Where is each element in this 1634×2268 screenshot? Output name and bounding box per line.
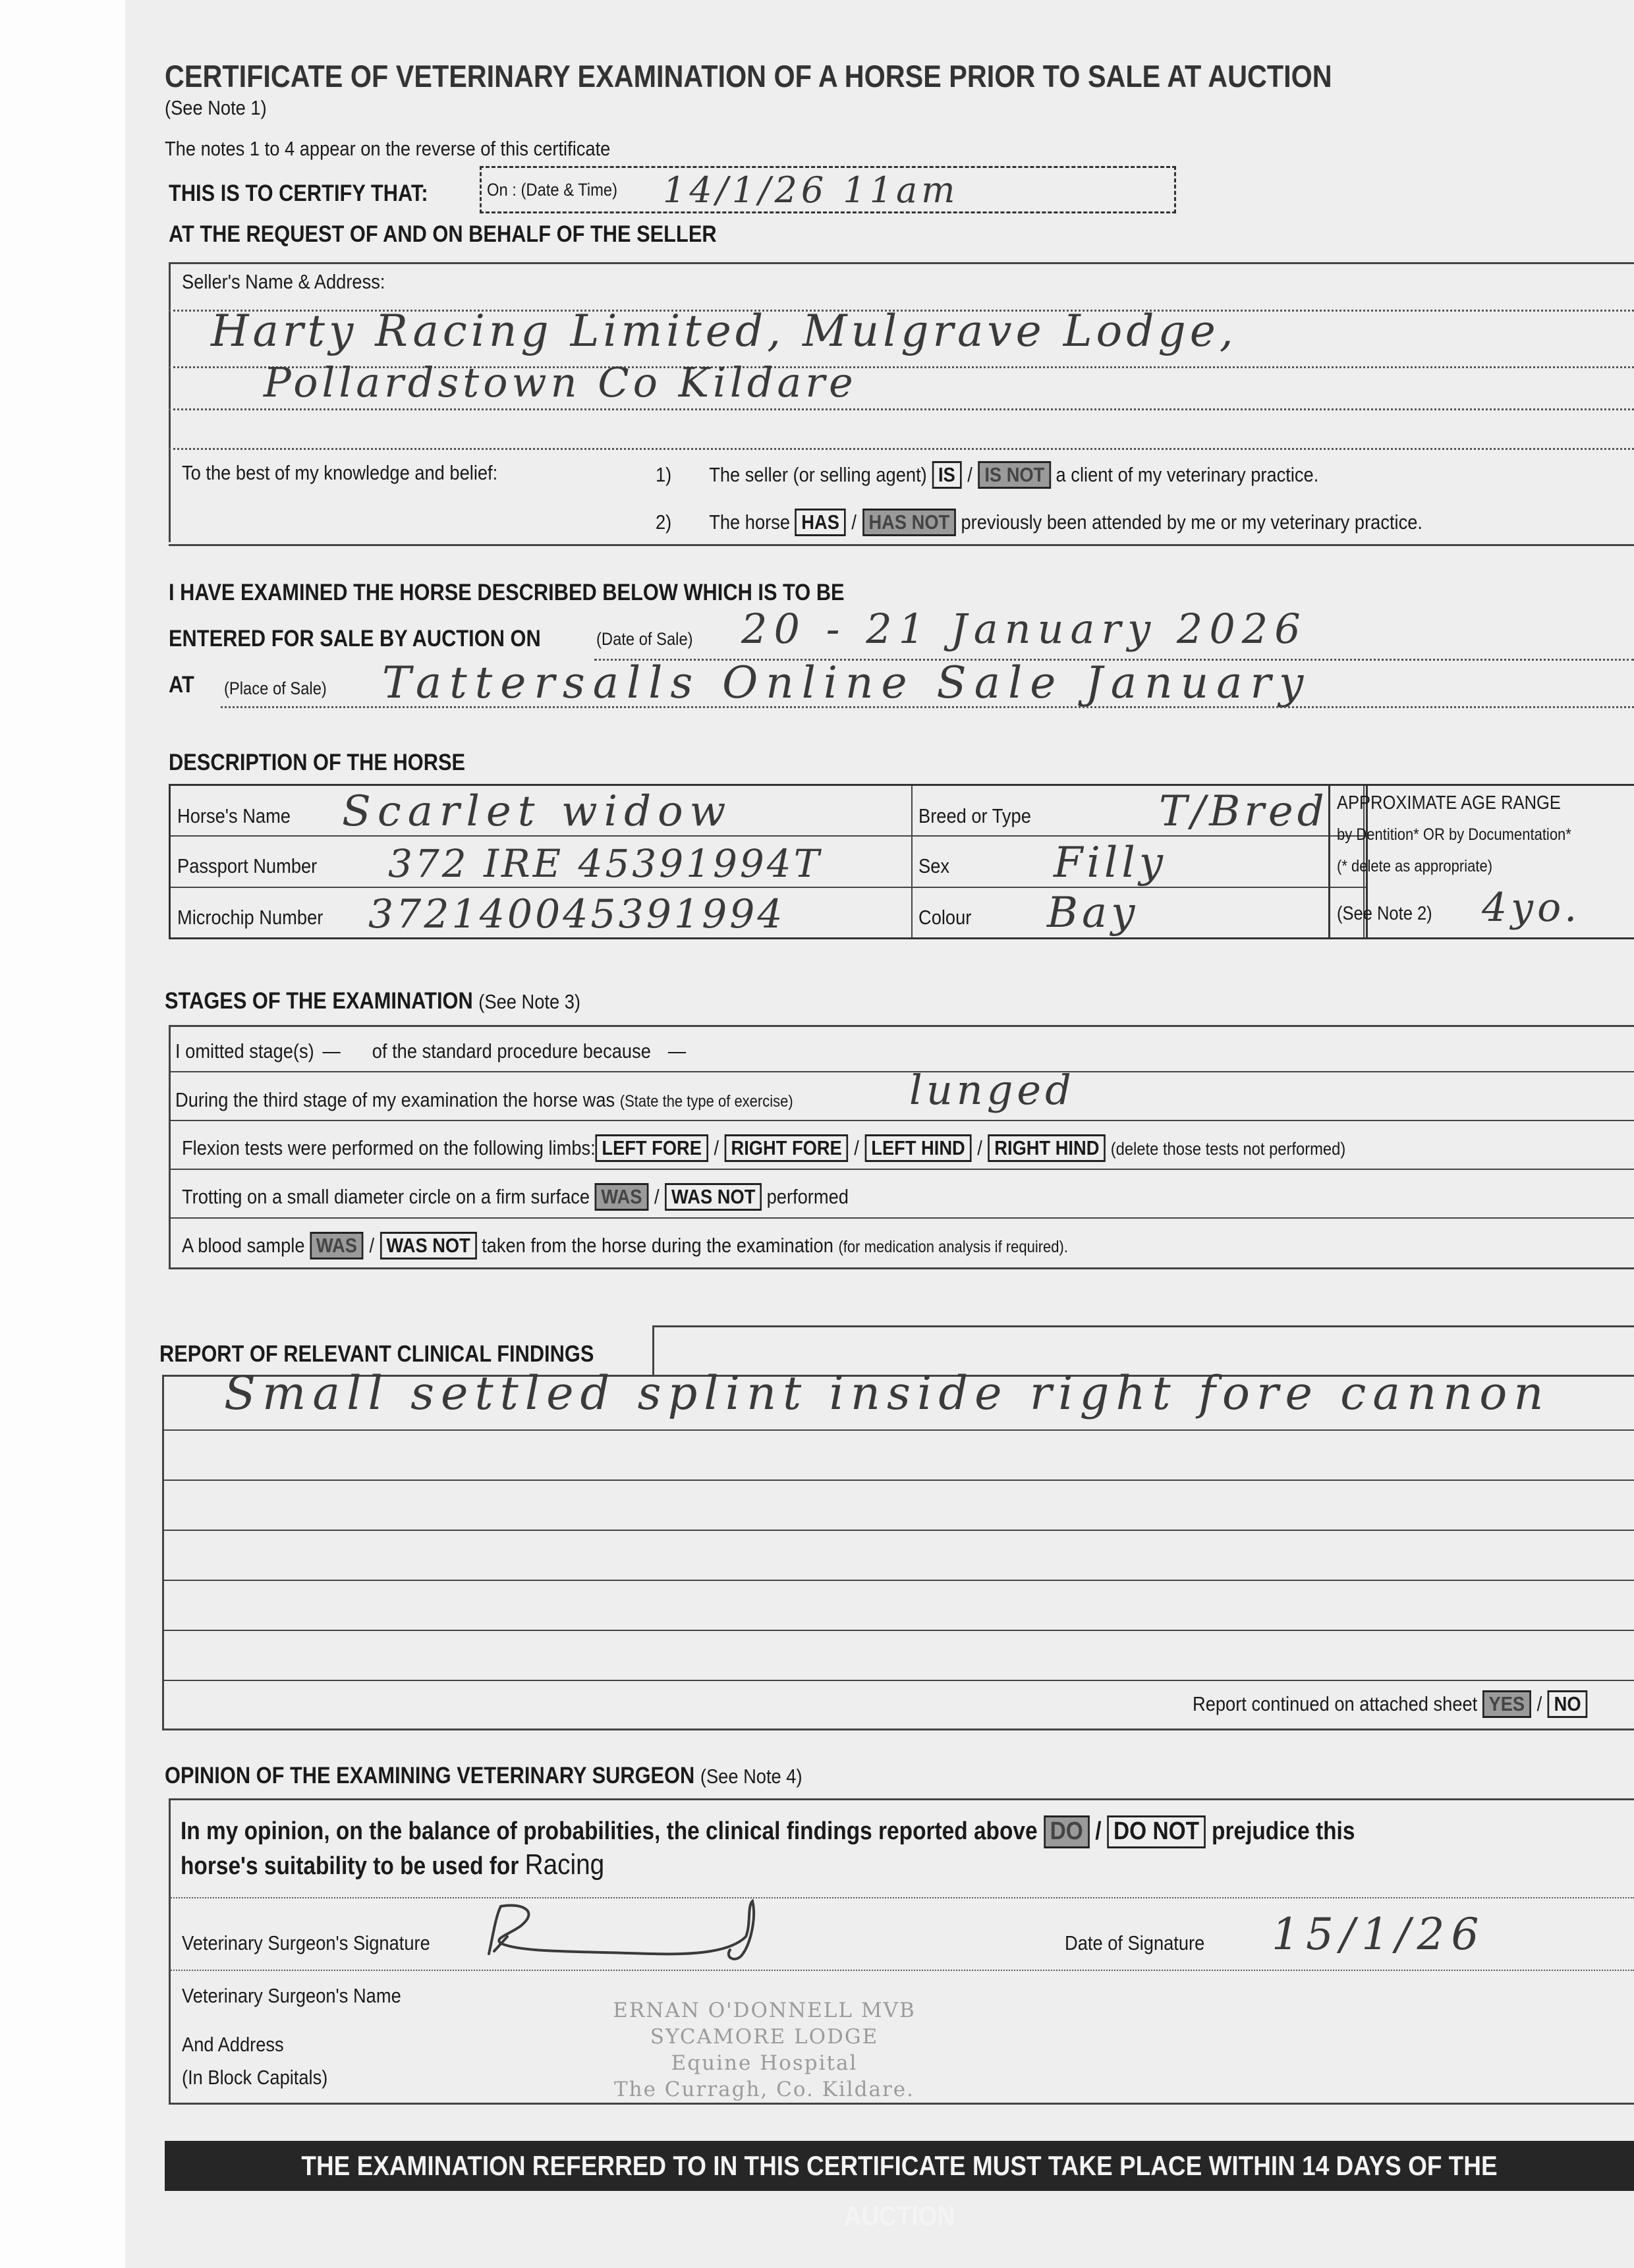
vet-signature — [481, 1897, 876, 1970]
report-line-3 — [162, 1530, 1634, 1531]
seller-line-divider-3 — [169, 408, 1634, 410]
report-box-left — [162, 1375, 164, 1730]
seller-box-top — [169, 262, 1634, 264]
statement-1-suffix: a client of my veterinary practice. — [1056, 463, 1319, 486]
flexion-row: Flexion tests were performed on the following limbs: LEFT FORE / RIGHT FORE / LEFT HIND / RIGHT HIND (delete those tests not performed) — [182, 1134, 1504, 1162]
footer-banner: THE EXAMINATION REFERRED TO IN THIS CERTIFICATE MUST TAKE PLACE WITHIN 14 DAYS OF THE AUCTION — [165, 2141, 1634, 2191]
horse-name-label: Horse's Name — [177, 804, 291, 827]
statement-2-number: 2) — [656, 511, 672, 534]
opinion-use-value[interactable]: Racing — [524, 1848, 605, 1881]
passport-value[interactable]: 372 IRE 45391994T — [388, 841, 822, 886]
stamp-line-2: SYCAMORE LODGE — [650, 2025, 879, 2049]
statement-2-suffix: previously been attended by me or my veterinary practice. — [961, 511, 1423, 534]
stamp-line-4: The Curragh, Co. Kildare. — [613, 2078, 915, 2101]
stages-heading: STAGES OF THE EXAMINATION (See Note 3) — [165, 988, 580, 1014]
statement-1: 1) The seller (or selling agent) IS / IS NOT a client of my veterinary practice. — [656, 461, 1409, 489]
stamp-line-1: ERNAN O'DONNELL MVB — [613, 1999, 916, 2022]
report-heading: REPORT OF RELEVANT CLINICAL FINDINGS — [159, 1341, 594, 1367]
report-line-4 — [162, 1580, 1634, 1581]
report-box-bottom — [162, 1729, 1634, 1730]
opinion-divider-1 — [169, 1897, 1634, 1898]
place-of-sale-label: (Place of Sale) — [224, 678, 327, 698]
opinion-box-top — [169, 1798, 1634, 1800]
omitted-row: I omitted stage(s) — of the standard procedure because — — [175, 1039, 775, 1063]
stages-box-left — [169, 1025, 171, 1269]
opinion-do-option[interactable]: DO — [1044, 1815, 1090, 1848]
seller-line-divider-4 — [169, 448, 1634, 450]
opinion-box-bottom — [169, 2103, 1634, 2105]
stages-divider-3 — [169, 1169, 1634, 1170]
trotting-was-not-option[interactable]: WAS NOT — [665, 1183, 762, 1211]
age-range-see-note: (See Note 2) — [1337, 903, 1432, 924]
opinion-statement-line-2: horse's suitability to be used for Racing — [181, 1848, 605, 1881]
limb-left-hind[interactable]: LEFT HIND — [865, 1134, 972, 1162]
at-label: AT — [169, 672, 194, 698]
age-range-box — [1328, 784, 1634, 939]
horse-has-not-option[interactable]: HAS NOT — [862, 509, 956, 536]
stages-divider-2 — [169, 1120, 1634, 1121]
see-note-1: (See Note 1) — [165, 96, 267, 119]
blood-row: A blood sample WAS / WAS NOT taken from the horse during the examination (for medication analysis if required). — [182, 1232, 1189, 1259]
continued-yes-option[interactable]: YES — [1482, 1690, 1531, 1718]
stages-divider-1 — [169, 1071, 1634, 1072]
limb-right-hind[interactable]: RIGHT HIND — [988, 1134, 1106, 1162]
age-range-delete-note: (* delete as appropriate) — [1337, 857, 1493, 875]
date-of-sale-label: (Date of Sale) — [596, 629, 693, 649]
certificate-title: CERTIFICATE OF VETERINARY EXAMINATION OF A HORSE PRIOR TO SALE AT AUCTION — [165, 59, 1332, 94]
place-of-sale-value[interactable]: Tattersalls Online Sale January — [382, 657, 1312, 708]
report-finding-line-1[interactable]: Small settled splint inside right fore cannon — [224, 1366, 1550, 1420]
examined-heading: I HAVE EXAMINED THE HORSE DESCRIBED BELOW WHICH IS TO BE — [169, 580, 845, 605]
microchip-value[interactable]: 372140045391994 — [368, 891, 785, 937]
continued-no-option[interactable]: NO — [1548, 1690, 1587, 1718]
description-heading: DESCRIPTION OF THE HORSE — [169, 750, 466, 775]
report-continued-row: Report continued on attached sheet YES / NO — [1193, 1690, 1634, 1718]
opinion-heading: OPINION OF THE EXAMINING VETERINARY SURGEON (See Note 4) — [165, 1763, 803, 1788]
omitted-reason-value[interactable]: — — [667, 1039, 687, 1063]
opinion-box-left — [169, 1798, 171, 2103]
age-range-heading: APPROXIMATE AGE RANGE — [1337, 792, 1561, 814]
seller-address-line-2[interactable]: Pollardstown Co Kildare — [264, 358, 857, 406]
signature-label: Veterinary Surgeon's Signature — [182, 1931, 430, 1954]
seller-is-not-option[interactable]: IS NOT — [978, 461, 1051, 489]
colour-value[interactable]: Bay — [1047, 889, 1139, 937]
microchip-label: Microchip Number — [177, 906, 324, 929]
statement-1-text: The seller (or selling agent) — [709, 463, 927, 486]
statement-2: 2) The horse HAS / HAS NOT previously been attended by me or my veterinary practice. — [656, 509, 1527, 536]
stages-box-bottom — [169, 1267, 1634, 1269]
stamp-line-3: Equine Hospital — [671, 2051, 858, 2075]
notes-reverse-text: The notes 1 to 4 appear on the reverse of this certificate — [165, 137, 611, 160]
vet-practice-stamp — [613, 1997, 916, 2103]
place-of-sale-line — [221, 706, 1634, 708]
report-line-5 — [162, 1630, 1634, 1631]
trotting-was-option[interactable]: WAS — [595, 1183, 649, 1211]
horse-name-value[interactable]: Scarlet widow — [342, 787, 733, 836]
date-time-label: On : (Date & Time) — [487, 180, 618, 200]
date-of-signature-value[interactable]: 15/1/26 — [1272, 1909, 1486, 1960]
limb-right-fore[interactable]: RIGHT FORE — [725, 1134, 849, 1162]
omitted-stage-value[interactable]: — — [322, 1039, 341, 1063]
sex-value[interactable]: Filly — [1054, 839, 1167, 887]
seller-address-line-1[interactable]: Harty Racing Limited, Mulgrave Lodge, — [211, 306, 1237, 356]
report-line-6 — [162, 1680, 1634, 1681]
vet-name-label: Veterinary Surgeon's Name — [182, 1984, 401, 2007]
statement-1-number: 1) — [656, 463, 672, 486]
seller-is-option[interactable]: IS — [932, 461, 961, 489]
breed-label: Breed or Type — [918, 804, 1031, 827]
block-capitals-label: (In Block Capitals) — [182, 2066, 328, 2089]
date-of-signature-label: Date of Signature — [1065, 1931, 1205, 1954]
knowledge-label: To the best of my knowledge and belief: — [182, 461, 498, 484]
certify-label: THIS IS TO CERTIFY THAT: — [169, 180, 428, 206]
breed-value[interactable]: T/Bred — [1159, 787, 1328, 836]
third-stage-value[interactable]: lunged — [909, 1066, 1075, 1114]
age-range-by: by Dentition* OR by Documentation* — [1337, 825, 1571, 844]
third-stage-row: During the third stage of my examination the horse was (State the type of exercise) — [175, 1088, 793, 1111]
seller-heading: AT THE REQUEST OF AND ON BEHALF OF THE SELLER — [169, 221, 717, 247]
entered-label: ENTERED FOR SALE BY AUCTION ON — [169, 626, 541, 651]
horse-has-option[interactable]: HAS — [795, 509, 846, 536]
statement-2-text: The horse — [709, 511, 791, 534]
trotting-row: Trotting on a small diameter circle on a firm surface WAS / WAS NOT performed — [182, 1183, 940, 1211]
colour-label: Colour — [918, 906, 972, 929]
blood-was-not-option[interactable]: WAS NOT — [380, 1232, 477, 1259]
blood-was-option[interactable]: WAS — [310, 1232, 364, 1259]
opinion-statement: In my opinion, on the balance of probabilities, the clinical findings reported above DO / DO NOT prejudice this — [181, 1815, 1515, 1848]
sex-label: Sex — [918, 854, 950, 877]
limb-left-fore[interactable]: LEFT FORE — [596, 1134, 708, 1162]
stages-divider-4 — [169, 1217, 1634, 1219]
date-time-value: 14/1/26 11am — [663, 169, 959, 211]
date-of-sale-value[interactable]: 20 - 21 January 2026 — [741, 605, 1307, 653]
passport-label: Passport Number — [177, 854, 318, 877]
report-line-2 — [162, 1480, 1634, 1481]
seller-box-bottom — [169, 544, 1634, 546]
report-header-top — [652, 1325, 1634, 1327]
report-line-1 — [162, 1429, 1634, 1431]
description-table — [169, 784, 1368, 939]
vet-address-label: And Address — [182, 2033, 284, 2056]
seller-box-left — [169, 262, 171, 542]
seller-name-address-label: Seller's Name & Address: — [182, 270, 385, 293]
stages-box-top — [169, 1025, 1634, 1027]
opinion-do-not-option[interactable]: DO NOT — [1107, 1815, 1205, 1848]
age-value[interactable]: 4yo. — [1482, 885, 1581, 931]
date-time-field[interactable] — [480, 166, 1176, 213]
certificate-form — [125, 0, 1634, 2268]
opinion-divider-2 — [169, 1970, 1634, 1971]
